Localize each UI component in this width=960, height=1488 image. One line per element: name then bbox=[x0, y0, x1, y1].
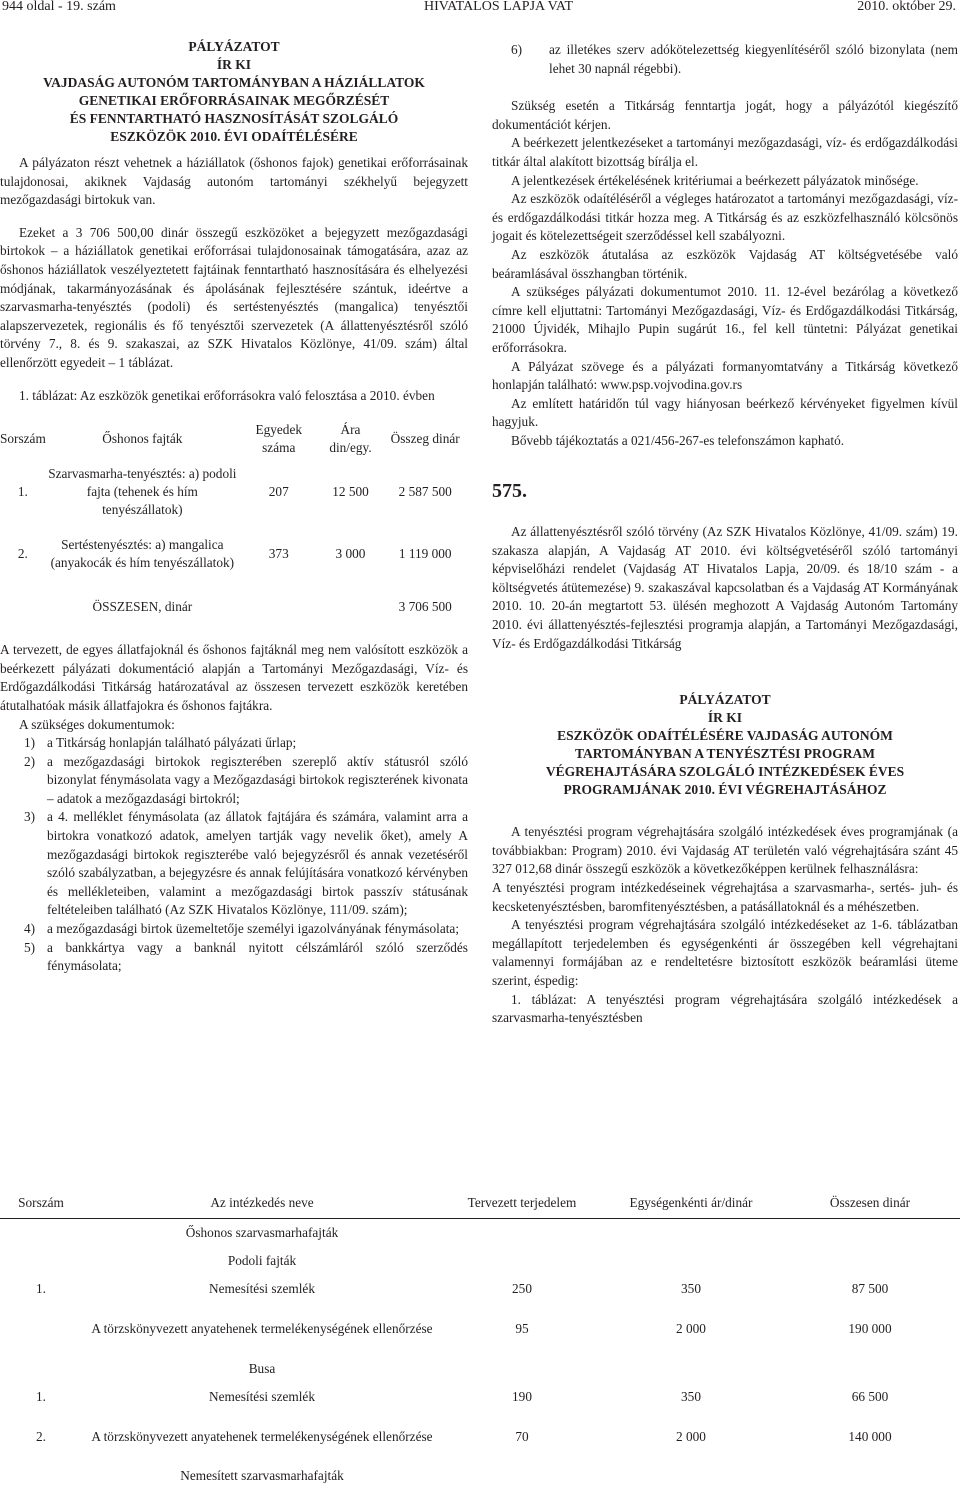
header-cell: Őshonos fajták bbox=[102, 431, 183, 447]
doc-number: 5) bbox=[24, 939, 36, 955]
sum-cell: 66 500 bbox=[851, 1388, 889, 1404]
header-cell: Egységenkénti ár/dinár bbox=[602, 1188, 780, 1218]
page-number: 944 oldal - 19. szám bbox=[2, 0, 116, 14]
measure-name: Nemesítési szemlék bbox=[209, 1280, 315, 1296]
empty-cell bbox=[0, 1246, 82, 1274]
doc-text: a mezőgazdasági birtok üzemeltetője személyi igazolványának fénymásolata; bbox=[47, 921, 460, 937]
paragraph: Az említett határidőn túl vagy hiányosan beérkező kérvényeket figyelmen kívül hagyjuk. bbox=[492, 395, 958, 430]
empty-cell bbox=[0, 585, 46, 629]
empty-cell bbox=[442, 1462, 602, 1488]
right-title bbox=[492, 691, 958, 799]
title-line: VÉGREHAJTÁSÁRA SZOLGÁLÓ INTÉZKEDÉSEK ÉVES bbox=[545, 764, 905, 780]
section-label: Őshonos szarvasmarhafajták bbox=[185, 1224, 339, 1240]
left-title bbox=[0, 38, 468, 146]
empty-cell bbox=[0, 1354, 82, 1382]
row-number: 2. bbox=[36, 1428, 46, 1444]
row-number: 2. bbox=[17, 546, 28, 562]
sum-cell: 190 000 bbox=[848, 1320, 892, 1336]
title-line: ÉS FENNTARTHATÓ HASZNOSÍTÁSÁT SZOLGÁLÓ bbox=[69, 111, 399, 126]
section-row bbox=[0, 1218, 960, 1246]
measure-name: Nemesítési szemlék bbox=[209, 1388, 315, 1404]
row-number: 1. bbox=[36, 1280, 46, 1296]
empty-cell bbox=[780, 1462, 960, 1488]
empty-cell bbox=[442, 1354, 602, 1382]
section-label: Podoli fajták bbox=[227, 1252, 297, 1268]
empty-cell bbox=[0, 1462, 82, 1488]
table-row bbox=[0, 523, 468, 585]
doc-item bbox=[492, 41, 958, 78]
title-line: ESZKÖZÖK ODAÍTÉLÉSÉRE VAJDASÁG AUTONÓM bbox=[557, 728, 893, 744]
measures-table-wrapper bbox=[0, 1188, 960, 1488]
doc-text: a mezőgazdasági birtokok regiszterében szereplő aktív státusról szóló bizonylat fénymásolata vagy a Mezőgazdasági birtokok regiszterének kivonata – adatok a mezőgazdasági birtokról; bbox=[47, 753, 468, 806]
empty-cell bbox=[239, 585, 319, 629]
doc-item bbox=[0, 808, 468, 920]
empty-cell bbox=[319, 585, 383, 629]
price-cell: 350 bbox=[681, 1388, 701, 1404]
row-number bbox=[0, 1302, 82, 1354]
header-cell: Az intézkedés neve bbox=[82, 1188, 442, 1218]
sum-cell: 140 000 bbox=[848, 1428, 892, 1444]
count-cell: 207 bbox=[268, 484, 289, 500]
doc-text: az illetékes szerv adókötelezettség kiegyenlítéséről szóló bizonylata (nem lehet 30 napnál régebbi). bbox=[549, 42, 958, 76]
section-label: Nemesített szarvasmarhafajták bbox=[180, 1467, 344, 1483]
price-cell: 2 000 bbox=[676, 1428, 706, 1444]
table-row bbox=[0, 1382, 960, 1410]
measures-table bbox=[0, 1188, 960, 1488]
paragraph: Bővebb tájékoztatás a 021/456-267-es telefonszámon kapható. bbox=[511, 432, 845, 448]
volume-cell: 70 bbox=[515, 1428, 529, 1444]
title-line: ÍR KI bbox=[707, 710, 743, 726]
paragraph: A pályázaton részt vehetnek a háziállatok (őshonos fajok) genetikai erőforrásainak tulajdonosai, akiknek Vajdaság autonóm tartományi székhelyű bejegyzett mezőgazdasági birtokuk van. bbox=[0, 155, 468, 208]
title-line: PÁLYÁZATOT bbox=[679, 692, 771, 708]
measure-name: A törzskönyvezett anyatehenek termelékenységének ellenőrzése bbox=[91, 1320, 433, 1336]
price-cell: 350 bbox=[681, 1280, 701, 1296]
title-line: ÍR KI bbox=[216, 57, 252, 72]
doc-text: a 4. melléklet fénymásolata (az állatok fajtájára és számára, valamint arra a birtokra vonatkozó adatok, amelyen tartják vagy nevelik őket), amely A mezőgazdasági birtokok regiszterébe való bejegyzésről és annak vezetéséről szóló szabályzatban, a bejegyzésre és annak felújítására vonatkozó kérvényben és mellékleteiben, valamint a mezőgazdasági birtok passzív státusának feltételeiben található (Az SZK Hivatalos Közlönye, 111/09. szám); bbox=[47, 809, 468, 918]
section-row bbox=[0, 1462, 960, 1488]
allocation-table bbox=[0, 417, 468, 629]
paragraph: A tenyésztési program végrehajtására szolgáló intézkedéseket az 1-6. táblázatban megállapított terjedelemben és egységenkénti ár összegében kell végrehajtani valamennyi formájában az e rendeltetésre biztosított eszközök beáramlási üteme szerint, éspedig: bbox=[492, 917, 958, 988]
left-column bbox=[0, 38, 468, 976]
paragraph: A Pályázat szövege és a pályázati formanyomtatvány a Titkárság következő honlapján található: www.psp.vojvodina.gov.rs bbox=[492, 358, 958, 393]
row-number: 1. bbox=[36, 1388, 46, 1404]
header-cell: Összesen dinár bbox=[780, 1188, 960, 1218]
header-cell: Ára din/egy. bbox=[329, 422, 372, 456]
paragraph: Az eszközök átutalása az eszközök Vajdaság AT költségvetésébe való beáramlásával összhangban történik. bbox=[492, 246, 958, 281]
header-cell: Sorszám bbox=[0, 1188, 82, 1218]
table-row bbox=[0, 1410, 960, 1462]
total-label: ÖSSZESEN, dinár bbox=[92, 599, 193, 615]
doc-number: 2) bbox=[24, 753, 36, 769]
empty-cell bbox=[780, 1218, 960, 1246]
empty-cell bbox=[602, 1246, 780, 1274]
title-line: PÁLYÁZATOT bbox=[188, 39, 280, 54]
table-row bbox=[0, 1274, 960, 1302]
doc-item bbox=[0, 920, 468, 939]
title-line: VAJDASÁG AUTONÓM TARTOMÁNYBAN A HÁZIÁLLATOK bbox=[43, 75, 425, 90]
doc-number: 6) bbox=[511, 42, 523, 57]
issue-date: 2010. október 29. bbox=[857, 0, 956, 14]
volume-cell: 95 bbox=[515, 1320, 529, 1336]
row-number: 1. bbox=[17, 484, 28, 500]
empty-cell bbox=[780, 1354, 960, 1382]
price-cell: 12 500 bbox=[332, 484, 369, 500]
title-line: TARTOMÁNYBAN A TENYÉSZTÉSI PROGRAM bbox=[575, 746, 875, 762]
table-row bbox=[0, 1302, 960, 1354]
section-row bbox=[0, 1354, 960, 1382]
empty-cell bbox=[602, 1462, 780, 1488]
docs-label: A szükséges dokumentumok: bbox=[19, 716, 175, 732]
volume-cell: 250 bbox=[512, 1280, 532, 1296]
total-sum: 3 706 500 bbox=[398, 599, 452, 615]
empty-cell bbox=[442, 1218, 602, 1246]
measure-name: A törzskönyvezett anyatehenek termelékenységének ellenőrzése bbox=[91, 1428, 433, 1444]
doc-text: a Titkárság honlapján található pályázati űrlap; bbox=[47, 735, 297, 751]
publication-name: HIVATALOS LAPJA VAT bbox=[424, 0, 574, 14]
paragraph: Ezeket a 3 706 500,00 dinár összegű eszközöket a bejegyzett mezőgazdasági birtokok – a háziállatok genetikai erőforrásai tulajdonosainak támogatására, azaz az őshonos háziállatok veszélyeztetett fajtáinak fenntartható hasznosítására és elhelyezési módjának, takarmányozásának és ápolásának fejlesztésére szántuk, ideértve a szarvasmarha-tenyésztés (podoli) és sertéstenyésztés (mangalica) tenyésztői alapszervezetek, regionális és fő tenyésztői szervezetek (A állattenyésztésről szóló törvény 7., 8. és 9. szakaszai, az SZK Hivatalos Közlönye, 41/09. szám) által ellenőrzött egyedeit – 1 táblázat. bbox=[0, 224, 468, 370]
title-line: GENETIKAI ERŐFORRÁSAINAK MEGŐRZÉSÉT bbox=[78, 93, 390, 108]
table-caption: 1. táblázat: Az eszközök genetikai erőforrásokra való felosztása a 2010. évben bbox=[19, 387, 435, 403]
table-header-row bbox=[0, 417, 468, 461]
paragraph: A szükséges pályázati dokumentumot 2010. 11. 12-ével bezárólag a következő címre kell eljuttatni: Tartományi Mezőgazdasági, Víz- és Erdőgazdálkodási Titkárság, 21000 Újvidék, Mihajlo Pupin sugárút 16., fel kell tüntetni: Pályázat genetikai erőforrásokra. bbox=[492, 284, 958, 355]
section-label: Busa bbox=[248, 1360, 276, 1376]
doc-number: 4) bbox=[24, 921, 36, 937]
empty-cell bbox=[780, 1246, 960, 1274]
header-cell: Tervezett terjedelem bbox=[442, 1188, 602, 1218]
header-cell: Egyedek száma bbox=[255, 422, 302, 456]
paragraph: A tenyésztési program végrehajtására szolgáló intézkedések éves programjának (a továbbiakban: Program) 2010. évi Vajdaság AT területén való végrehajtására szánt 45 327 012,68 dinár összegű eszközök a következőképpen kerülnek felhasználásra: bbox=[492, 824, 958, 877]
paragraph: Az eszközök odaítéléséről a végleges határozatot a tartományi mezőgazdasági, víz- és erdőgazdálkodási titkár hozza meg. A Titkárság és az eszközfelhasználó kölcsönös jogait és kötelezettségeit szerződéssel kell szabályozni. bbox=[492, 191, 958, 244]
count-cell: 373 bbox=[268, 546, 289, 562]
empty-cell bbox=[602, 1218, 780, 1246]
paragraph: A beérkezett jelentkezéseket a tartományi mezőgazdasági, víz- és erdőgazdálkodási titkár által alakított bizottság bírálja el. bbox=[492, 135, 958, 169]
header-cell: Összeg dinár bbox=[390, 431, 460, 447]
sum-cell: 1 119 000 bbox=[398, 546, 452, 562]
doc-item bbox=[0, 939, 468, 976]
paragraph: Szükség esetén a Titkárság fenntartja jogát, hogy a pályázótól kiegészítő dokumentációt kérjen. bbox=[492, 98, 958, 132]
table-row bbox=[0, 461, 468, 523]
paragraph: A jelentkezések értékelésének kritériumai a beérkezett pályázatok minősége. bbox=[511, 172, 919, 188]
section-row bbox=[0, 1246, 960, 1274]
page-header bbox=[0, 0, 960, 16]
empty-cell bbox=[442, 1246, 602, 1274]
table-total-row bbox=[0, 585, 468, 629]
price-cell: 2 000 bbox=[676, 1320, 706, 1336]
paragraph: A tervezett, de egyes állatfajoknál és őshonos fajtáknál meg nem valósított eszközök a beérkezett pályázati dokumentáció alapján a Tartományi Mezőgazdasági, Víz- és Erdőgazdálkodási Titkárság határozatával az összesen tervezett eszközök keretében átutalhatóak másik állatfajokra és őshonos fajtákra. bbox=[0, 642, 468, 713]
paragraph: A tenyésztési program intézkedéseinek végrehajtása a szarvasmarha-, sertés- juh- és kecsketenyésztésben, baromfitenyésztésben, a patásállatoknál és a méhészetben. bbox=[492, 880, 958, 914]
doc-item bbox=[0, 753, 468, 809]
sum-cell: 2 587 500 bbox=[398, 484, 452, 500]
right-column bbox=[492, 41, 958, 1028]
doc-number: 1) bbox=[24, 735, 36, 751]
doc-item bbox=[0, 734, 468, 753]
sum-cell: 87 500 bbox=[851, 1280, 889, 1296]
table-header-row bbox=[0, 1188, 960, 1218]
doc-number: 3) bbox=[24, 809, 36, 825]
decision-number: 575. bbox=[492, 480, 527, 503]
paragraph: 1. táblázat: A tenyésztési program végrehajtására szolgáló intézkedések a szarvasmarha-tenyésztésben bbox=[492, 991, 958, 1026]
paragraph: Az állattenyésztésről szóló törvény (Az SZK Hivatalos Közlönye, 41/09. szám) 19. szakasza alapján, A Vajdaság AT 2010. évi költségvetéséről szóló tartományi képviselőházi rendelet (Vajdaság AT Hivatalos Lapja, 20/09. és 18/10 szám - a költségvetés átütemezése) 9. szakaszával kapcsolatban és a Vajdaság AT Kormányának 2010. 10. 20-án megtartott 53. ülésén meghozott A Vajdaság Autonóm Tartomány 2010. évi állattenyésztés-fejlesztési programja alapján, a Tartományi Mezőgazdasági, Víz- és Erdőgazdálkodási Titkárság bbox=[492, 524, 958, 651]
header-cell: Sorszám bbox=[0, 431, 46, 447]
breed-name: Szarvasmarha-tenyésztés: a) podoli fajta (tehenek és hím tenyészállatok) bbox=[48, 466, 237, 518]
empty-cell bbox=[602, 1354, 780, 1382]
price-cell: 3 000 bbox=[335, 546, 366, 562]
volume-cell: 190 bbox=[512, 1388, 532, 1404]
empty-cell bbox=[0, 1218, 82, 1246]
breed-name: Sertéstenyésztés: a) mangalica (anyakocák és hím tenyészállatok) bbox=[50, 537, 235, 571]
doc-text: a bankkártya vagy a banknál nyitott célszámláról szóló szerződés fénymásolata; bbox=[47, 939, 468, 974]
title-line: PROGRAMJÁNAK 2010. ÉVI VÉGREHAJTÁSÁHOZ bbox=[563, 782, 887, 798]
title-line: ESZKÖZÖK 2010. ÉVI ODAÍTÉLÉSÉRE bbox=[110, 129, 358, 144]
